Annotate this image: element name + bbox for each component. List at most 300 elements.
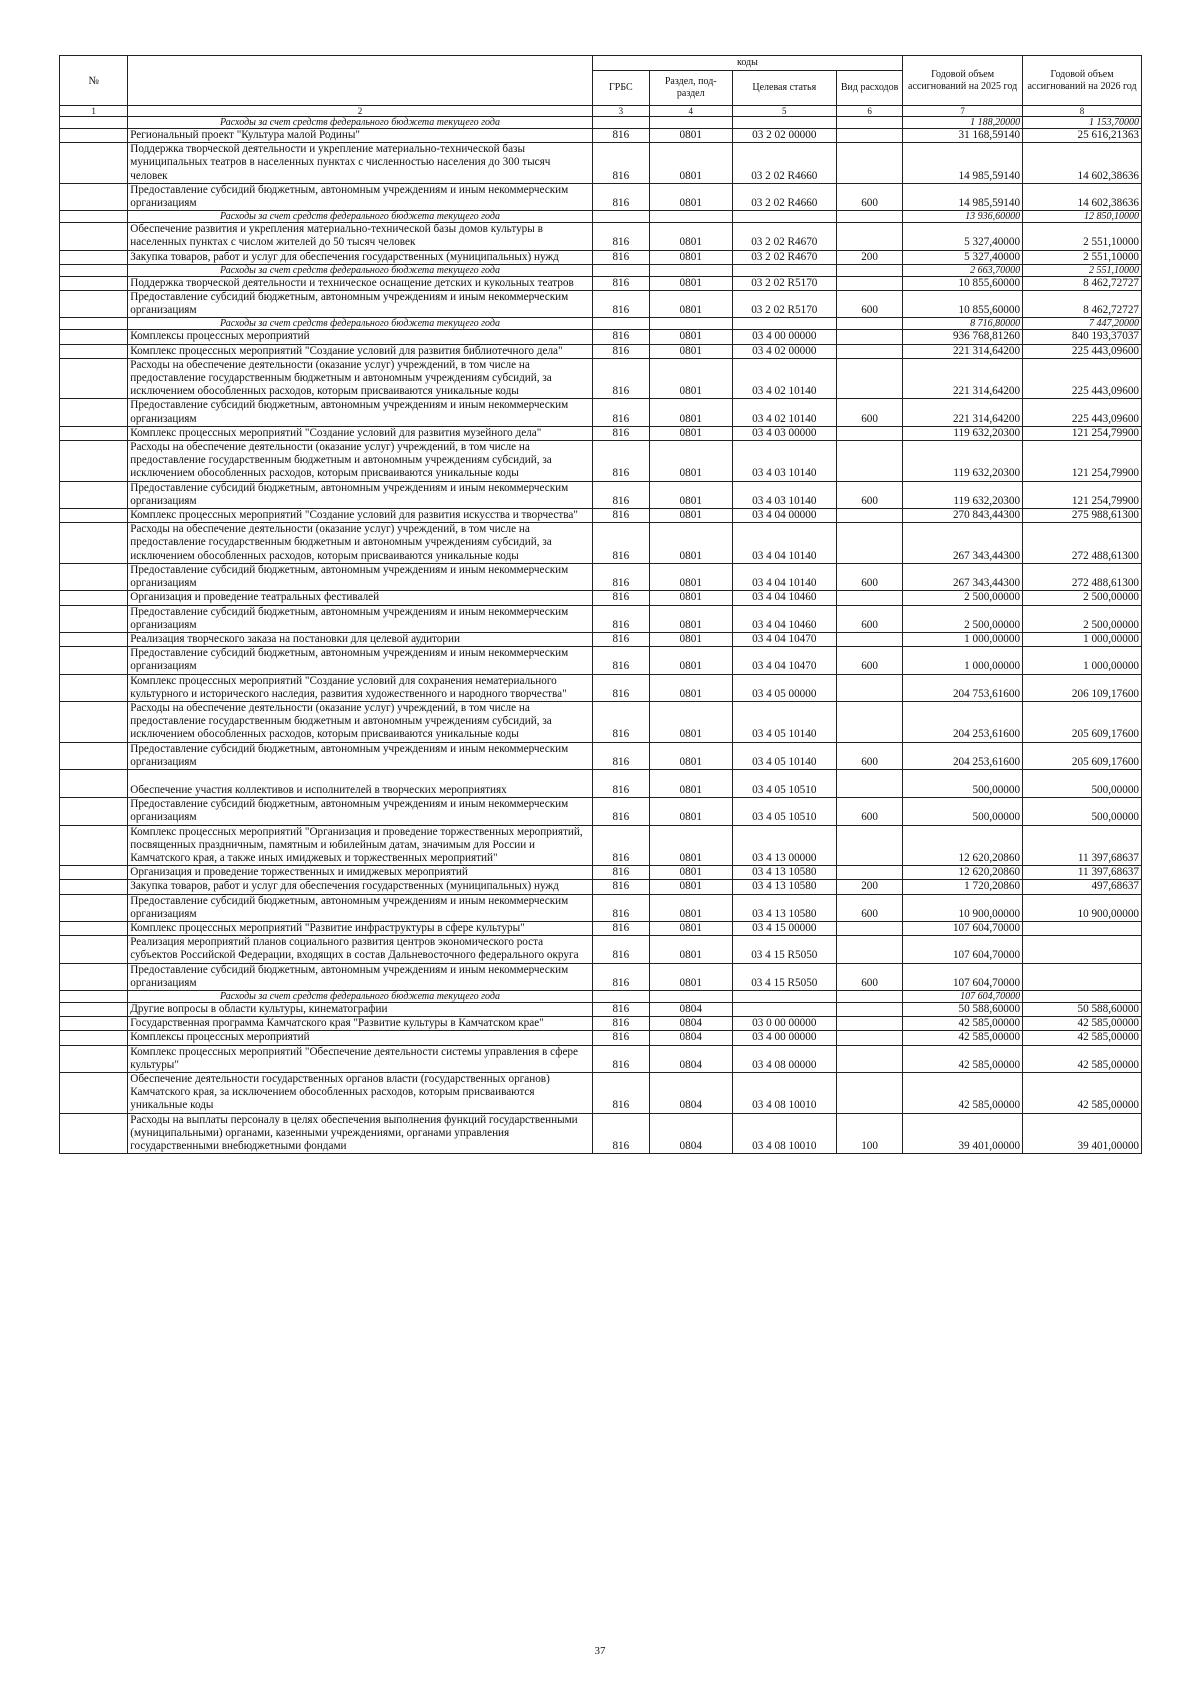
federal-budget-row: [60, 318, 1142, 330]
row-amount-2026: 500,00000: [1023, 798, 1142, 825]
row-amount-2025: 204 253,61600: [903, 701, 1023, 742]
row-name: Расходы на обеспечение деятельности (оказание услуг) учреждений, в том числе на предоставление государственным бюджетным и автономным учреждениям субсидий, за исключением обособленных расходов, которым присваиваются уникальные коды: [128, 441, 593, 482]
column-index-row: [60, 106, 1142, 117]
row-section: 0801: [649, 632, 732, 646]
row-grbs: 816: [592, 250, 649, 264]
row-expense-kind: [837, 264, 903, 276]
row-amount-2026: 121 254,79900: [1023, 441, 1142, 482]
row-grbs: 816: [592, 481, 649, 508]
row-number-cell: [60, 523, 128, 564]
row-number-cell: [60, 399, 128, 426]
row-amount-2026: 8 462,72727: [1023, 276, 1142, 290]
row-section: 0801: [649, 742, 732, 769]
row-amount-2025: 14 985,59140: [903, 183, 1023, 210]
row-expense-kind: [837, 632, 903, 646]
row-amount-2026: 11 397,68637: [1023, 825, 1142, 866]
row-amount-2026: 14 602,38636: [1023, 183, 1142, 210]
table-row: [60, 1113, 1142, 1154]
federal-budget-row: [60, 117, 1142, 129]
row-target-article: 03 4 04 10470: [732, 632, 837, 646]
page-number: 37: [594, 1645, 606, 1657]
row-number-cell: [60, 481, 128, 508]
row-number-cell: [60, 674, 128, 701]
row-grbs: 816: [592, 921, 649, 935]
row-expense-kind: [837, 769, 903, 797]
row-target-article: 03 4 13 10580: [732, 894, 837, 921]
row-grbs: 816: [592, 963, 649, 990]
row-name: Комплекс процессных мероприятий "Создание условий для развития библиотечного дела": [128, 344, 593, 358]
row-expense-kind: [837, 921, 903, 935]
row-amount-2026: 2 500,00000: [1023, 605, 1142, 632]
row-target-article: 03 4 13 00000: [732, 825, 837, 866]
col-index: 5: [732, 106, 837, 117]
row-amount-2026: 206 109,17600: [1023, 674, 1142, 701]
row-name: Комплексы процессных мероприятий: [128, 1031, 593, 1045]
row-amount-2025: 119 632,20300: [903, 426, 1023, 440]
row-name: Расходы за счет средств федерального бюджета текущего года: [128, 117, 593, 129]
row-name: Расходы на выплаты персоналу в целях обеспечения выполнения функций государственными (муниципальными) органами, казенными учреждениями, органами управления государственными внебюджетными фондами: [128, 1113, 593, 1154]
row-section: 0801: [649, 523, 732, 564]
row-amount-2026: 1 000,00000: [1023, 647, 1142, 674]
row-number-cell: [60, 591, 128, 605]
row-target-article: 03 4 15 R5050: [732, 963, 837, 990]
table-row: [60, 330, 1142, 344]
table-row: [60, 632, 1142, 646]
row-amount-2025: 12 620,20860: [903, 825, 1023, 866]
row-grbs: 816: [592, 1073, 649, 1114]
row-number-cell: [60, 291, 128, 318]
row-expense-kind: 600: [837, 963, 903, 990]
row-expense-kind: 600: [837, 563, 903, 590]
row-number-cell: [60, 894, 128, 921]
row-expense-kind: [837, 1031, 903, 1045]
row-amount-2025: 8 716,80000: [903, 318, 1023, 330]
row-grbs: 816: [592, 701, 649, 742]
row-amount-2026: 7 447,20000: [1023, 318, 1142, 330]
row-name: Расходы за счет средств федерального бюджета текущего года: [128, 318, 593, 330]
row-expense-kind: [837, 318, 903, 330]
row-amount-2025: 39 401,00000: [903, 1113, 1023, 1154]
row-target-article: 03 4 08 10010: [732, 1113, 837, 1154]
row-amount-2026: 225 443,09600: [1023, 344, 1142, 358]
row-target-article: [732, 264, 837, 276]
table-row: [60, 647, 1142, 674]
row-grbs: 816: [592, 523, 649, 564]
row-section: 0804: [649, 1113, 732, 1154]
table-row: [60, 798, 1142, 825]
row-amount-2025: 119 632,20300: [903, 481, 1023, 508]
row-amount-2025: 2 500,00000: [903, 605, 1023, 632]
row-number-cell: [60, 1073, 128, 1114]
row-amount-2025: 221 314,64200: [903, 358, 1023, 399]
header-no: №: [60, 56, 128, 106]
row-amount-2026: 2 500,00000: [1023, 591, 1142, 605]
row-number-cell: [60, 250, 128, 264]
row-expense-kind: [837, 223, 903, 250]
row-section: 0804: [649, 1017, 732, 1031]
table-row: [60, 674, 1142, 701]
row-section: [649, 117, 732, 129]
row-number-cell: [60, 264, 128, 276]
row-grbs: 816: [592, 291, 649, 318]
row-expense-kind: 600: [837, 647, 903, 674]
row-grbs: 816: [592, 563, 649, 590]
row-section: 0801: [649, 481, 732, 508]
row-expense-kind: [837, 523, 903, 564]
row-amount-2026: 2 551,10000: [1023, 250, 1142, 264]
row-grbs: 816: [592, 825, 649, 866]
row-name: Предоставление субсидий бюджетным, автономным учреждениям и иным некоммерческим организациям: [128, 291, 593, 318]
row-amount-2025: 10 855,60000: [903, 276, 1023, 290]
row-name: Комплекс процессных мероприятий "Создание условий для развития музейного дела": [128, 426, 593, 440]
table-row: [60, 509, 1142, 523]
row-amount-2026: 42 585,00000: [1023, 1017, 1142, 1031]
row-grbs: 816: [592, 866, 649, 880]
row-number-cell: [60, 1031, 128, 1045]
table-row: [60, 963, 1142, 990]
row-grbs: [592, 318, 649, 330]
row-amount-2025: 500,00000: [903, 769, 1023, 797]
row-number-cell: [60, 798, 128, 825]
table-row: [60, 291, 1142, 318]
table-row: [60, 399, 1142, 426]
row-amount-2025: 50 588,60000: [903, 1002, 1023, 1016]
row-grbs: 816: [592, 769, 649, 797]
row-name: Другие вопросы в области культуры, кинематографии: [128, 1002, 593, 1016]
row-section: 0804: [649, 1002, 732, 1016]
row-expense-kind: [837, 117, 903, 129]
row-number-cell: [60, 1113, 128, 1154]
row-target-article: 03 4 13 10580: [732, 866, 837, 880]
header-grbs: ГРБС: [592, 71, 649, 106]
row-section: 0804: [649, 1073, 732, 1114]
row-target-article: [732, 117, 837, 129]
row-name: Предоставление субсидий бюджетным, автономным учреждениям и иным некоммерческим организациям: [128, 647, 593, 674]
row-name: Предоставление субсидий бюджетным, автономным учреждениям и иным некоммерческим организациям: [128, 963, 593, 990]
row-number-cell: [60, 318, 128, 330]
row-section: 0801: [649, 674, 732, 701]
row-amount-2025: 10 900,00000: [903, 894, 1023, 921]
row-section: 0801: [649, 183, 732, 210]
row-amount-2026: 497,68637: [1023, 880, 1142, 894]
row-number-cell: [60, 701, 128, 742]
row-section: 0801: [649, 344, 732, 358]
row-expense-kind: 600: [837, 894, 903, 921]
row-grbs: 816: [592, 605, 649, 632]
row-number-cell: [60, 344, 128, 358]
row-target-article: 03 4 13 10580: [732, 880, 837, 894]
row-expense-kind: [837, 990, 903, 1002]
row-grbs: 816: [592, 344, 649, 358]
table-row: [60, 523, 1142, 564]
row-amount-2025: 119 632,20300: [903, 441, 1023, 482]
table-row: [60, 344, 1142, 358]
row-target-article: 03 2 02 R4670: [732, 223, 837, 250]
row-number-cell: [60, 936, 128, 963]
row-name: Расходы на обеспечение деятельности (оказание услуг) учреждений, в том числе на предоставление государственным бюджетным и автономным учреждениям субсидий, за исключением обособленных расходов, которым присваиваются уникальные коды: [128, 358, 593, 399]
row-target-article: [732, 318, 837, 330]
row-target-article: 03 4 05 10510: [732, 769, 837, 797]
row-number-cell: [60, 358, 128, 399]
row-section: 0801: [649, 426, 732, 440]
row-name: Предоставление субсидий бюджетным, автономным учреждениям и иным некоммерческим организациям: [128, 798, 593, 825]
row-expense-kind: [837, 1002, 903, 1016]
row-number-cell: [60, 742, 128, 769]
row-section: 0801: [649, 250, 732, 264]
budget-table-page: [59, 55, 1142, 1154]
row-section: 0801: [649, 936, 732, 963]
row-section: 0801: [649, 223, 732, 250]
row-grbs: 816: [592, 426, 649, 440]
row-target-article: [732, 1002, 837, 1016]
row-number-cell: [60, 143, 128, 184]
header-codes: коды: [592, 56, 902, 71]
row-number-cell: [60, 647, 128, 674]
row-expense-kind: [837, 866, 903, 880]
header-name: [128, 56, 593, 106]
row-grbs: 816: [592, 674, 649, 701]
row-target-article: 03 4 05 10140: [732, 742, 837, 769]
row-number-cell: [60, 963, 128, 990]
row-target-article: 03 4 05 10510: [732, 798, 837, 825]
row-target-article: 03 4 04 10470: [732, 647, 837, 674]
row-section: 0801: [649, 399, 732, 426]
row-amount-2026: 225 443,09600: [1023, 358, 1142, 399]
row-amount-2025: 31 168,59140: [903, 129, 1023, 143]
row-grbs: 816: [592, 441, 649, 482]
row-grbs: 816: [592, 1113, 649, 1154]
row-number-cell: [60, 441, 128, 482]
row-amount-2025: 10 855,60000: [903, 291, 1023, 318]
row-section: 0801: [649, 441, 732, 482]
row-amount-2025: 204 753,61600: [903, 674, 1023, 701]
row-expense-kind: [837, 674, 903, 701]
row-amount-2025: 1 188,20000: [903, 117, 1023, 129]
row-number-cell: [60, 276, 128, 290]
row-grbs: 816: [592, 183, 649, 210]
table-row: [60, 143, 1142, 184]
row-target-article: [732, 990, 837, 1002]
row-amount-2025: 1 000,00000: [903, 632, 1023, 646]
row-name: Закупка товаров, работ и услуг для обеспечения государственных (муниципальных) нужд: [128, 880, 593, 894]
row-target-article: 03 4 04 00000: [732, 509, 837, 523]
row-target-article: 03 4 04 10460: [732, 605, 837, 632]
table-row: [60, 358, 1142, 399]
table-row: [60, 481, 1142, 508]
row-grbs: 816: [592, 129, 649, 143]
row-amount-2025: 1 000,00000: [903, 647, 1023, 674]
row-expense-kind: [837, 330, 903, 344]
row-amount-2025: 42 585,00000: [903, 1031, 1023, 1045]
row-expense-kind: [837, 276, 903, 290]
row-amount-2026: 42 585,00000: [1023, 1073, 1142, 1114]
row-expense-kind: [837, 701, 903, 742]
row-target-article: 03 4 08 00000: [732, 1045, 837, 1072]
row-expense-kind: 200: [837, 250, 903, 264]
row-amount-2025: 267 343,44300: [903, 523, 1023, 564]
row-amount-2026: 50 588,60000: [1023, 1002, 1142, 1016]
row-target-article: 03 2 02 R4670: [732, 250, 837, 264]
row-section: 0801: [649, 509, 732, 523]
row-amount-2025: 13 936,60000: [903, 211, 1023, 223]
row-number-cell: [60, 769, 128, 797]
budget-table: [59, 55, 1142, 1154]
row-name: Обеспечение развития и укрепления материально-технической базы домов культуры в населенных пунктах с числом жителей до 50 тысяч человек: [128, 223, 593, 250]
col-index: 4: [649, 106, 732, 117]
federal-budget-row: [60, 264, 1142, 276]
table-row: [60, 129, 1142, 143]
row-name: Предоставление субсидий бюджетным, автономным учреждениям и иным некоммерческим организациям: [128, 605, 593, 632]
row-number-cell: [60, 563, 128, 590]
row-target-article: 03 0 00 00000: [732, 1017, 837, 1031]
row-amount-2025: 107 604,70000: [903, 921, 1023, 935]
row-amount-2026: 225 443,09600: [1023, 399, 1142, 426]
row-target-article: 03 4 02 10140: [732, 358, 837, 399]
row-name: Предоставление субсидий бюджетным, автономным учреждениям и иным некоммерческим организациям: [128, 481, 593, 508]
row-expense-kind: [837, 1017, 903, 1031]
row-amount-2026: 1 153,70000: [1023, 117, 1142, 129]
row-expense-kind: 600: [837, 742, 903, 769]
row-amount-2026: 272 488,61300: [1023, 563, 1142, 590]
row-target-article: 03 4 00 00000: [732, 330, 837, 344]
row-number-cell: [60, 880, 128, 894]
row-amount-2026: 10 900,00000: [1023, 894, 1142, 921]
row-target-article: 03 4 05 00000: [732, 674, 837, 701]
row-target-article: 03 4 02 10140: [732, 399, 837, 426]
row-expense-kind: [837, 143, 903, 184]
row-grbs: [592, 211, 649, 223]
federal-budget-row: [60, 211, 1142, 223]
row-amount-2025: 270 843,44300: [903, 509, 1023, 523]
row-section: 0801: [649, 921, 732, 935]
row-target-article: [732, 211, 837, 223]
row-section: 0801: [649, 330, 732, 344]
col-index: 3: [592, 106, 649, 117]
row-section: 0801: [649, 798, 732, 825]
row-name: Предоставление субсидий бюджетным, автономным учреждениям и иным некоммерческим организациям: [128, 742, 593, 769]
row-amount-2025: 2 500,00000: [903, 591, 1023, 605]
row-amount-2025: 1 720,20860: [903, 880, 1023, 894]
header-kind: Вид расходов: [837, 71, 903, 106]
row-amount-2025: 107 604,70000: [903, 936, 1023, 963]
row-number-cell: [60, 1045, 128, 1072]
row-section: 0801: [649, 701, 732, 742]
row-section: [649, 318, 732, 330]
row-name: Предоставление субсидий бюджетным, автономным учреждениям и иным некоммерческим организациям: [128, 563, 593, 590]
row-number-cell: [60, 605, 128, 632]
table-row: [60, 701, 1142, 742]
row-name: Комплексы процессных мероприятий: [128, 330, 593, 344]
row-section: 0801: [649, 129, 732, 143]
row-grbs: 816: [592, 399, 649, 426]
row-number-cell: [60, 426, 128, 440]
table-row: [60, 441, 1142, 482]
table-row: [60, 1002, 1142, 1016]
row-amount-2026: 121 254,79900: [1023, 481, 1142, 508]
col-index: 1: [60, 106, 128, 117]
row-number-cell: [60, 117, 128, 129]
row-target-article: 03 4 03 10140: [732, 481, 837, 508]
table-row: [60, 591, 1142, 605]
table-row: [60, 880, 1142, 894]
row-amount-2026: 39 401,00000: [1023, 1113, 1142, 1154]
table-row: [60, 223, 1142, 250]
row-number-cell: [60, 211, 128, 223]
row-number-cell: [60, 223, 128, 250]
row-grbs: 816: [592, 143, 649, 184]
row-grbs: [592, 990, 649, 1002]
row-amount-2026: 275 988,61300: [1023, 509, 1142, 523]
row-grbs: 816: [592, 1031, 649, 1045]
row-grbs: 816: [592, 358, 649, 399]
row-section: 0801: [649, 276, 732, 290]
row-expense-kind: [837, 825, 903, 866]
row-grbs: 816: [592, 647, 649, 674]
row-name: Комплекс процессных мероприятий "Создание условий для развития искусства и творчества": [128, 509, 593, 523]
row-section: 0801: [649, 647, 732, 674]
row-expense-kind: [837, 211, 903, 223]
row-section: 0801: [649, 963, 732, 990]
row-amount-2025: 936 768,81260: [903, 330, 1023, 344]
header-year-2025: Годовой объем ассигнований на 2025 год: [903, 56, 1023, 106]
row-target-article: 03 4 05 10140: [732, 701, 837, 742]
row-amount-2025: 2 663,70000: [903, 264, 1023, 276]
row-expense-kind: [837, 358, 903, 399]
row-amount-2026: 205 609,17600: [1023, 742, 1142, 769]
row-name: Расходы за счет средств федерального бюджета текущего года: [128, 264, 593, 276]
col-index: 2: [128, 106, 593, 117]
row-name: Реализация творческого заказа на постановки для целевой аудитории: [128, 632, 593, 646]
row-amount-2026: 2 551,10000: [1023, 264, 1142, 276]
row-amount-2025: 204 253,61600: [903, 742, 1023, 769]
row-expense-kind: 100: [837, 1113, 903, 1154]
row-number-cell: [60, 1002, 128, 1016]
row-amount-2025: 42 585,00000: [903, 1045, 1023, 1072]
row-expense-kind: [837, 936, 903, 963]
row-name: Комплекс процессных мероприятий "Организация и проведение торжественных мероприятий, посвященных праздничным, памятным и юбилейным датам, значимым для России и Камчатского края, а также иных имиджевых и торжественных мероприятий": [128, 825, 593, 866]
row-amount-2026: 14 602,38636: [1023, 143, 1142, 184]
row-expense-kind: [837, 1073, 903, 1114]
row-number-cell: [60, 330, 128, 344]
col-index: 7: [903, 106, 1023, 117]
col-index: 8: [1023, 106, 1142, 117]
row-number-cell: [60, 866, 128, 880]
row-expense-kind: [837, 441, 903, 482]
row-number-cell: [60, 921, 128, 935]
row-section: 0801: [649, 880, 732, 894]
table-row: [60, 769, 1142, 797]
row-name: Расходы за счет средств федерального бюджета текущего года: [128, 211, 593, 223]
row-target-article: 03 4 04 10140: [732, 563, 837, 590]
row-target-article: 03 4 03 10140: [732, 441, 837, 482]
row-expense-kind: 600: [837, 399, 903, 426]
row-grbs: [592, 117, 649, 129]
table-row: [60, 605, 1142, 632]
row-section: 0801: [649, 605, 732, 632]
row-amount-2026: 42 585,00000: [1023, 1031, 1142, 1045]
table-row: [60, 1045, 1142, 1072]
row-amount-2026: 121 254,79900: [1023, 426, 1142, 440]
row-target-article: 03 2 02 R5170: [732, 276, 837, 290]
row-section: [649, 990, 732, 1002]
row-target-article: 03 2 02 R5170: [732, 291, 837, 318]
row-grbs: 816: [592, 223, 649, 250]
row-name: Комплекс процессных мероприятий "Создание условий для сохранения нематериального культурного и исторического наследия, развития художественного и народного творчества": [128, 674, 593, 701]
table-row: [60, 1073, 1142, 1114]
row-amount-2025: 221 314,64200: [903, 399, 1023, 426]
row-expense-kind: 600: [837, 183, 903, 210]
table-row: [60, 183, 1142, 210]
